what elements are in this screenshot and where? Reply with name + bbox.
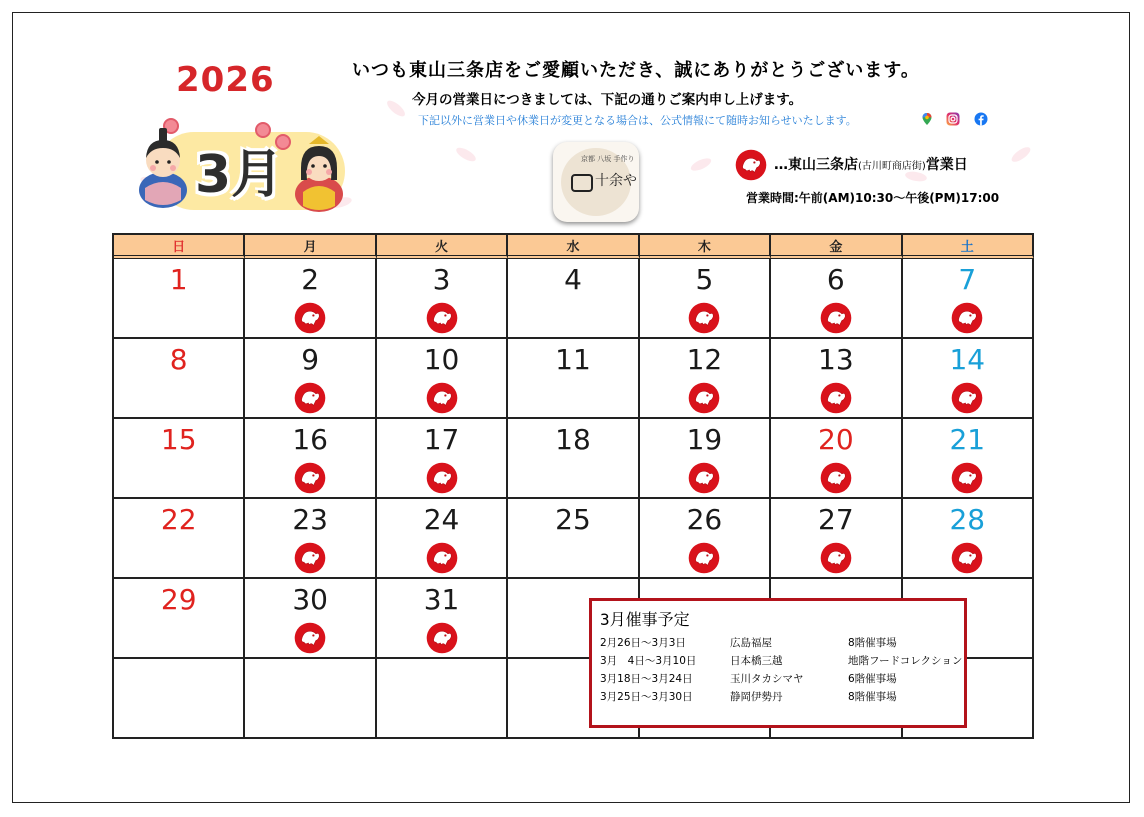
day-number: 3 [432, 263, 451, 296]
month-badge [105, 118, 345, 218]
calendar-day-cell [114, 339, 245, 419]
instagram-icon[interactable] [946, 112, 960, 126]
day-number: 22 [160, 503, 197, 536]
calendar-day-cell [114, 499, 245, 579]
day-number: 19 [686, 423, 723, 456]
open-day-seal-icon [819, 301, 853, 335]
calendar-day-cell [377, 419, 508, 499]
logo-subtext: 京都 八坂 手作り [581, 155, 635, 163]
day-number: 13 [818, 343, 854, 376]
event-period: 2月26日～3月3日 [600, 637, 686, 649]
shop-logo [553, 142, 639, 222]
day-number: 27 [818, 503, 854, 536]
calendar-day-cell [377, 579, 508, 659]
calendar-day-cell [245, 499, 376, 579]
calendar-day-cell [114, 259, 245, 339]
weekday-header: 火 [377, 235, 508, 259]
event-row [600, 689, 960, 705]
event-row [600, 635, 960, 651]
calendar-week-row [114, 419, 1034, 499]
event-period: 3月25日～3月30日 [600, 691, 693, 703]
day-number: 31 [423, 583, 460, 616]
calendar-day-cell [377, 259, 508, 339]
calendar-day-cell [903, 499, 1034, 579]
day-number: 9 [301, 343, 320, 376]
calendar-day-cell [640, 259, 771, 339]
event-row [600, 653, 963, 669]
calendar-day-cell [903, 259, 1034, 339]
open-day-seal-icon [687, 461, 721, 495]
open-day-seal-icon [293, 381, 327, 415]
calendar-empty-cell [114, 659, 245, 739]
year-text: 2026 [176, 60, 275, 100]
day-number: 26 [686, 503, 723, 536]
day-number: 17 [423, 423, 460, 456]
calendar-day-cell [771, 419, 902, 499]
day-number: 25 [555, 503, 591, 536]
open-day-seal-icon [293, 301, 327, 335]
calendar-day-cell [903, 419, 1034, 499]
calendar-day-cell [245, 339, 376, 419]
open-day-seal-icon [819, 461, 853, 495]
day-number: 2 [301, 263, 320, 296]
day-number: 6 [826, 263, 845, 296]
ohina-doll-icon [291, 134, 347, 214]
calendar-day-cell [771, 499, 902, 579]
event-venue: 8階催事場 [848, 691, 897, 703]
open-day-seal-icon [950, 461, 984, 495]
day-number: 28 [949, 503, 986, 536]
calendar-week-row [114, 259, 1034, 339]
facebook-icon[interactable] [974, 112, 988, 126]
calendar-day-cell [377, 339, 508, 419]
legend-store: …東山三条店 [774, 157, 858, 173]
open-day-seal-icon [425, 381, 459, 415]
business-hours: 営業時間:午前(AM)10:30～午後(PM)17:00 [746, 191, 1000, 205]
open-day-seal-icon [950, 381, 984, 415]
open-day-seal-icon [293, 461, 327, 495]
day-number: 21 [949, 423, 986, 456]
calendar-day-cell [771, 259, 902, 339]
month-title: 3月 [195, 145, 284, 205]
day-number: 14 [949, 343, 986, 376]
legend-text [774, 154, 968, 174]
day-number: 11 [555, 343, 591, 376]
event-period: 3月 4日～3月10日 [600, 655, 697, 667]
calendar-day-cell [640, 499, 771, 579]
open-day-seal-icon [687, 541, 721, 575]
calendar-day-cell [245, 419, 376, 499]
calendar-empty-cell [245, 659, 376, 739]
calendar-day-cell [508, 339, 639, 419]
calendar-day-cell [245, 259, 376, 339]
calendar-day-cell [245, 579, 376, 659]
event-period: 3月18日～3月24日 [600, 673, 693, 685]
day-number: 8 [169, 343, 188, 376]
calendar-day-cell [377, 499, 508, 579]
day-number: 12 [686, 343, 723, 376]
day-number: 7 [958, 263, 977, 296]
event-store: 日本橋三越 [730, 655, 783, 667]
weekday-header: 日 [114, 235, 245, 259]
logo-name: 十余や [595, 173, 637, 189]
logo-mark-icon [571, 174, 593, 192]
weekday-header: 月 [245, 235, 376, 259]
map-pin-icon[interactable] [920, 112, 934, 126]
calendar-week-row [114, 339, 1034, 419]
day-number: 16 [292, 423, 328, 456]
open-day-seal-icon [950, 541, 984, 575]
open-day-seal-icon [687, 381, 721, 415]
event-venue: 6階催事場 [848, 673, 897, 685]
weekday-header: 木 [640, 235, 771, 259]
day-number: 18 [555, 423, 591, 456]
legend-location: (古川町商店街) [858, 161, 926, 172]
open-day-seal-icon [425, 301, 459, 335]
event-store: 広島福屋 [730, 637, 772, 649]
intro-text: 今月の営業日につきましては、下記の通りご案内申し上げます。 [412, 92, 803, 108]
open-day-seal-icon [734, 148, 768, 182]
events-box [589, 598, 967, 728]
calendar-day-cell [640, 419, 771, 499]
day-number: 23 [292, 503, 328, 536]
odairi-doll-icon [135, 126, 191, 210]
calendar-day-cell [640, 339, 771, 419]
greeting-text: いつも東山三条店をご愛顧いただき、誠にありがとうございます。 [352, 60, 920, 81]
open-day-seal-icon [687, 301, 721, 335]
year-title [176, 60, 275, 100]
calendar-day-cell [114, 579, 245, 659]
day-number: 29 [160, 583, 197, 616]
events-title: 3月催事予定 [600, 610, 690, 629]
calendar-day-cell [508, 419, 639, 499]
weekday-header: 土 [903, 235, 1034, 259]
day-number: 10 [423, 343, 460, 376]
open-day-seal-icon [950, 301, 984, 335]
calendar-day-cell [508, 259, 639, 339]
event-row [600, 671, 960, 687]
day-number: 4 [564, 263, 582, 296]
open-day-seal-icon [425, 541, 459, 575]
notice-text: 下記以外に営業日や休業日が変更となる場合は、公式情報にて随時お知らせいたします。 [418, 114, 857, 127]
day-number: 30 [292, 583, 328, 616]
calendar-empty-cell [377, 659, 508, 739]
open-day-seal-icon [293, 541, 327, 575]
weekday-header-row [114, 235, 1034, 259]
event-store: 玉川タカシマヤ [730, 673, 804, 685]
calendar-day-cell [903, 339, 1034, 419]
day-number: 5 [695, 263, 714, 296]
open-day-seal-icon [819, 541, 853, 575]
calendar-day-cell [771, 339, 902, 419]
day-number: 1 [169, 263, 188, 296]
open-day-seal-icon [425, 621, 459, 655]
day-number: 20 [818, 423, 854, 456]
event-store: 静岡伊勢丹 [730, 691, 783, 703]
legend-open-day: 営業日 [925, 157, 968, 173]
weekday-header: 金 [771, 235, 902, 259]
day-number: 24 [423, 503, 460, 536]
open-day-seal-icon [425, 461, 459, 495]
day-number: 15 [160, 423, 197, 456]
open-day-seal-icon [819, 381, 853, 415]
weekday-header: 水 [508, 235, 639, 259]
calendar-week-row [114, 499, 1034, 579]
calendar-day-cell [114, 419, 245, 499]
event-venue: 8階催事場 [848, 637, 897, 649]
open-day-seal-icon [293, 621, 327, 655]
calendar-day-cell [508, 499, 639, 579]
event-venue: 地階フードコレクション [848, 655, 963, 667]
